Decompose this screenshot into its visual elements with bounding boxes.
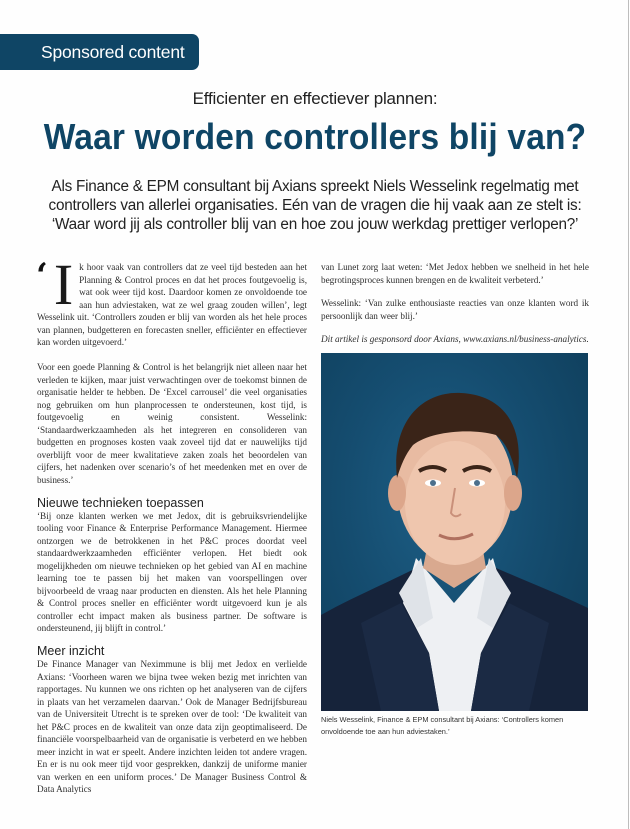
paragraph: De Finance Manager van Neximmune is blij met Jedox en verlielde Axians: ‘Voorheen waren we bijna twee weken bezig met inrichten van rapportages. Nu kunnen we ons richten op het analyseren van de cijfers in plaats van het verzamelen daarvan.’ Ook de Manager Bedrijfsbureau van de Universiteit Utrecht is te spreken over de tool: ‘De kwaliteit van het P&C proces en de kwaliteit van onze data zijn geoptimaliseerd. De financiële voorspelbaarheid van de organisatie is verbeterd en we hebben meer inzicht in wat er speelt. Andere inzichten leiden tot andere vragen. En er is nu ook meer tijd voor gesprekken, dankzij de uniforme manier van werken en een uniform proces.’ De Manager Business Control & Data Analytics <box>37 659 307 794</box>
paragraph-opening <box>36 252 307 349</box>
paragraph: Voor een goede Planning & Control is het belangrijk niet alleen naar het verleden te kijken, maar juist verwachtingen over de toekomst binnen de organisatie helder te hebben. De ‘Excel carrousel’ die veel organisaties nog gebruiken om hun planprocessen te ondersteunen, kost tijd, is foutgevoelig en weinig consistent. Wesselink: ‘Standaardwerkzaamheden als het integreren en consolideren van budgetten en prognoses kosten vaak zoveel tijd dat er nauwelijks tijd overblijft voor de meer kwalitatieve zaken zoals het beoordelen van cijfers, het nadenken over scenario’s of het meedenken met en over de business.’ <box>37 362 307 485</box>
article-title: Waar worden controllers blij van? <box>43 116 587 157</box>
portrait-illustration <box>321 353 588 711</box>
portrait-photo <box>321 353 588 711</box>
photo-caption: Niels Wesselink, Finance & EPM consultant bij Axians: ‘Controllers komen onvoldoende toe aan hun adviestaken.’ <box>321 715 564 736</box>
subheading-more-insight: Meer inzicht <box>37 644 105 658</box>
paragraph: van Lunet zorg laat weten: ‘Met Jedox hebben we snelheid in het hele begrotingsproces kunnen brengen en de kwaliteit verbeterd.’ <box>321 262 589 285</box>
drop-cap: I <box>53 252 74 317</box>
sponsored-content-badge: Sponsored content <box>0 34 199 70</box>
opening-quote-mark: ‘ <box>36 256 48 296</box>
article-column-left <box>36 252 307 808</box>
sponsor-note: Dit artikel is gesponsord door Axians, www.axians.nl/business-analytics. <box>321 334 589 344</box>
paragraph-text: k hoor vaak van controllers dat ze veel tijd besteden aan het Planning & Control proces en dat het proces foutgevoelig is, wat ook weer tijd kost. Daardoor komen ze onvoldoende toe aan hun adviestaken, wat ze wel graag zouden willen’, legt Wesselink uit. ‘Controllers zouden er blij van worden als het hele proces van plannen, budgetteren en forecasten sneller, efficiënter en effectiever kan worden uitgevoerd.’ <box>37 262 307 347</box>
paragraph: ‘Bij onze klanten werken we met Jedox, dit is gebruiksvriendelijke tooling voor Finance & Enterprise Performance Management. Hiermee ontzorgen we de betrokkenen in het P&C proces doordat veel standaardwerkzaamheden efficiënter verlopen. Het biedt ook mogelijkheden om nieuwe technieken op het gebied van AI en machine learning toe te passen bij het maken van voorspellingen over bijvoorbeeld de vraag naar producten en diensten. Als het hele Planning & Control proces sneller en efficiënter wordt uitgevoerd kun je als controller echt impact maken als business partner. De software is ondersteunend, jij blijft in control.’ <box>37 510 307 633</box>
article-kicker: Efficienter en effectiever plannen: <box>192 89 438 108</box>
article-column-right <box>321 261 589 357</box>
paragraph: Wesselink: ‘Van zulke enthousiaste reacties van onze klanten word ik persoonlijk dan weer blij.’ <box>321 298 589 321</box>
page-edge <box>628 0 629 829</box>
article-intro: Als Finance & EPM consultant bij Axians spreekt Niels Wesselink regelmatig met controllers van allerlei organisaties. Eén van de vragen die hij vaak aan ze stelt is: ‘Waar word jij als controller blij van en hoe zou jouw werkdag prettiger verlopen?’ <box>48 178 582 233</box>
subheading-new-techniques: Nieuwe technieken toepassen <box>37 495 204 510</box>
